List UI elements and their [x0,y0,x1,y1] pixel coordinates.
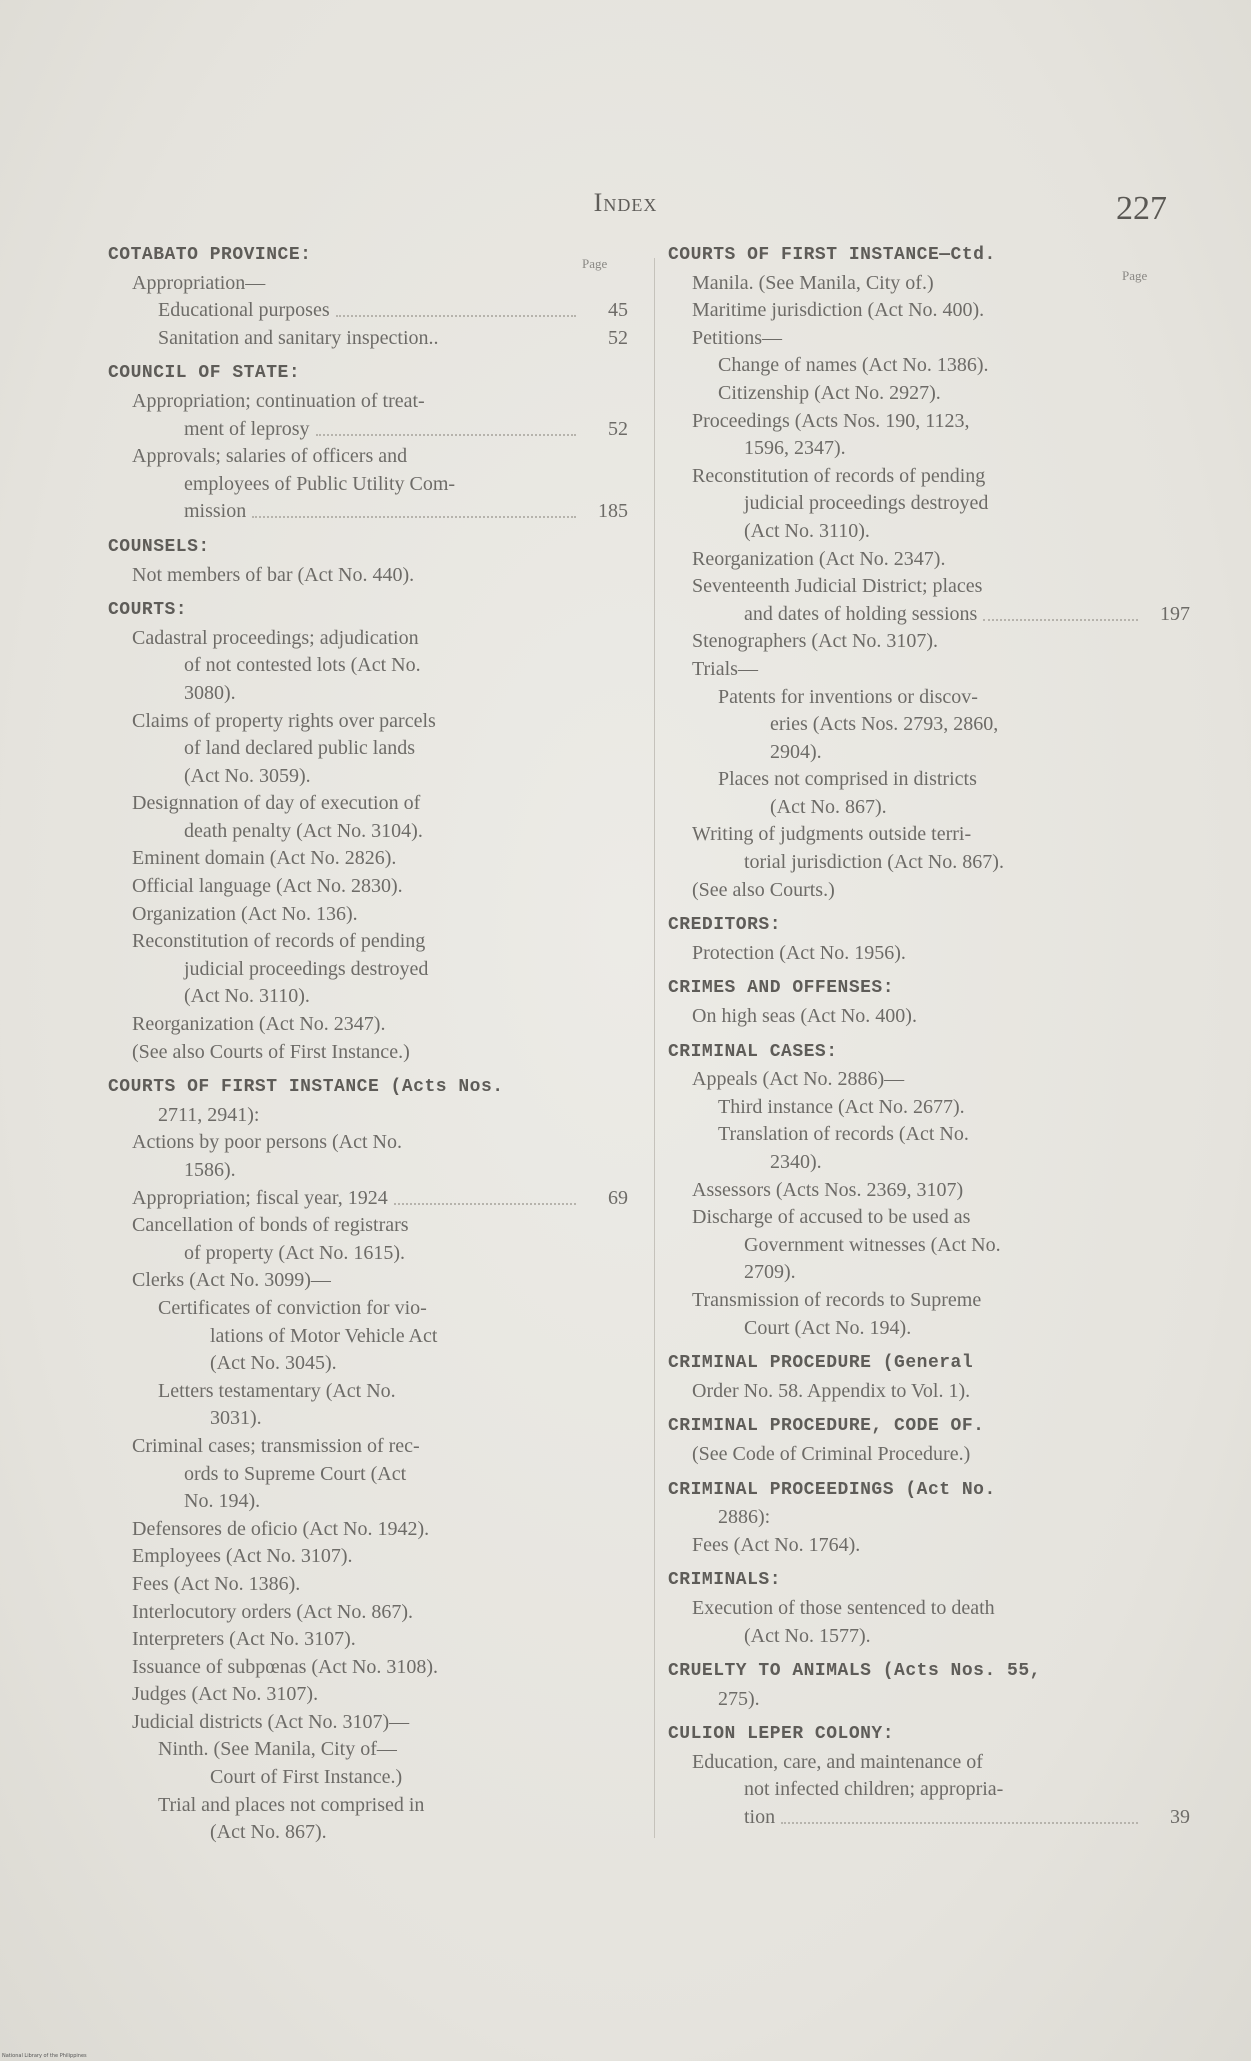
entry-text: CRIMINAL PROCEEDINGS (Act No. [668,1479,996,1500]
index-entry [108,1626,628,1654]
index-entry [668,1504,1190,1532]
index-entry [668,463,1190,491]
index-entry [668,1378,1190,1406]
entry-text: CRIMINAL PROCEDURE, CODE OF. [668,1416,985,1437]
entry-text: 2340). [770,1151,822,1173]
index-entry [108,1267,628,1295]
index-entry [108,956,628,984]
entry-text: COURTS OF FIRST INSTANCE (Acts Nos. [108,1077,504,1098]
index-entry [108,1240,628,1268]
index-entry [108,625,628,653]
entry-text: (Act No. 3110). [744,519,870,542]
entry-text: Government witnesses (Act No. [744,1233,1001,1256]
entry-text: Education, care, and maintenance of [692,1750,983,1773]
running-header: Index [593,188,658,217]
index-entry [108,1488,628,1516]
index-entry [668,1532,1190,1560]
dot-leader [252,498,576,518]
index-entry [668,940,1190,968]
index-entry [668,877,1190,905]
entry-text: lations of Motor Vehicle Act [210,1324,438,1347]
index-entry [108,1654,628,1682]
index-entry [108,1433,628,1461]
index-entry [108,1011,628,1039]
entry-text: 2709). [744,1261,796,1284]
index-entry [668,601,1190,629]
dot-leader [445,325,577,343]
entry-text: of property (Act No. 1615). [184,1241,406,1264]
index-entry [668,1686,1190,1714]
entry-text: Not members of bar (Act No. 440). [132,563,415,586]
entry-text: Transmission of records to Supreme [692,1288,982,1311]
entry-text: Discharge of accused to be used as [692,1206,971,1229]
index-entry [108,901,628,929]
entry-text: CRIMINAL PROCEDURE (General [668,1353,974,1374]
entry-text: torial jurisdiction (Act No. 867). [744,851,1004,874]
entry-text: Appropriation— [132,271,266,294]
entry-text: Interpreters (Act No. 3107). [132,1628,356,1651]
index-entry [668,1121,1190,1149]
left-page-column-label: Page [582,256,608,271]
index-entry [668,1094,1190,1122]
entry-text: COUNCIL OF STATE: [108,363,301,384]
entry-text: CRUELTY TO ANIMALS (Acts Nos. 55, [668,1661,1041,1682]
entry-text: tion [744,1806,776,1829]
index-entry [108,1764,628,1792]
index-entry [668,297,1190,325]
entry-text: (Act No. 3059). [184,764,311,787]
entry-text: Actions by poor persons (Act No. [132,1131,402,1154]
index-entry [108,652,628,680]
entry-text: Organization (Act No. 136). [132,902,358,925]
entry-text: Reorganization (Act No. 2347). [132,1013,386,1036]
entry-text: CRIMINAL CASES: [668,1041,838,1062]
entry-text: Patents for inventions or discov- [718,685,978,708]
entry-text: Employees (Act No. 3107). [132,1545,353,1568]
entry-text: CREDITORS: [668,915,782,936]
entry-text: Judges (Act No. 3107). [132,1683,319,1706]
column-divider [654,258,655,1838]
index-entry [108,1185,628,1213]
index-entry [108,416,628,444]
index-entry [108,1599,628,1627]
index-entry [668,628,1190,656]
entry-text: Manila. (See Manila, City of.) [692,271,934,294]
entry-text: 3031). [210,1407,262,1430]
entry-text: Judicial districts (Act No. 3107)— [132,1710,410,1733]
index-entry [108,708,628,736]
entry-page-number: 69 [608,1186,628,1209]
index-entry [108,1571,628,1599]
index-entry [668,1287,1190,1315]
index-entry [108,1736,628,1764]
entry-text: Order No. 58. Appendix to Vol. 1). [692,1379,971,1402]
entry-text: Clerks (Act No. 3099)— [132,1269,331,1292]
entry-text: Letters testamentary (Act No. [158,1379,396,1402]
entry-text: 2886): [718,1506,771,1529]
entry-text: Appropriation; continuation of treat- [132,389,425,412]
entry-text: Appropriation; fiscal year, 1924 [132,1186,388,1209]
entry-text: Reconstitution of records of pending [132,930,426,953]
dot-leader [336,297,576,317]
index-entry [108,1378,628,1406]
dot-leader [983,601,1138,621]
index-entry [108,1681,628,1709]
index-entry [108,1819,628,1847]
index-entry [668,739,1190,767]
index-entry [108,297,628,325]
entry-text: Protection (Act No. 1956). [692,941,906,964]
index-entry [668,794,1190,822]
index-entry [668,711,1190,739]
index-entry [108,325,628,353]
index-entry [668,849,1190,877]
index-entry [108,471,628,499]
index-entry [668,490,1190,518]
index-entry [668,1315,1190,1343]
dot-leader [316,416,576,436]
index-heading [668,912,1190,940]
index-entry [668,1623,1190,1651]
index-entry [108,1323,628,1351]
archive-footer: National Library of the Philippines [2,2053,87,2059]
entry-text: not infected children; appropria- [744,1778,1004,1801]
index-heading [668,1350,1190,1378]
index-entry [668,380,1190,408]
entry-text: Proceedings (Acts Nos. 190, 1123, [692,409,970,432]
entry-text: No. 194). [184,1490,261,1513]
index-entry [668,573,1190,601]
index-entry [108,498,628,526]
entry-page-number: 197 [1160,602,1190,625]
index-heading [108,597,628,625]
index-entry [108,1516,628,1544]
entry-text: 3080). [184,681,236,704]
entry-text: Educational purposes [158,299,330,322]
index-entry [668,1259,1190,1287]
entry-text: Court of First Instance.) [210,1766,403,1789]
index-heading [668,242,1190,270]
index-heading [668,1567,1190,1595]
index-heading [108,360,628,388]
index-heading [668,1413,1190,1441]
index-entry [108,845,628,873]
index-entry [668,546,1190,574]
entry-text: Interlocutory orders (Act No. 867). [132,1600,414,1623]
entry-text: 2904). [770,740,822,763]
entry-page-number: 52 [608,417,628,440]
index-entry [108,1129,628,1157]
entry-text: Reconstitution of records of pending [692,464,986,487]
entry-text: Cadastral proceedings; adjudication [132,626,419,649]
entry-page-number: 52 [608,326,628,349]
entry-text: (Act No. 867). [770,795,887,818]
index-entry [668,1204,1190,1232]
entry-text: (Act No. 3110). [184,985,310,1008]
entry-text: Ninth. (See Manila, City of— [158,1738,397,1761]
index-entry [668,408,1190,436]
entry-text: (See also Courts of First Instance.) [132,1040,410,1063]
index-entry [668,1066,1190,1094]
index-entry [668,1776,1190,1804]
index-heading [108,534,628,562]
index-entry [108,1295,628,1323]
index-entry [108,562,628,590]
index-entry [668,1804,1190,1832]
entry-text: Eminent domain (Act No. 2826). [132,847,397,870]
entry-text: Petitions— [692,326,783,349]
index-entry [668,821,1190,849]
entry-text: ords to Supreme Court (Act [184,1462,407,1485]
entry-text: Fees (Act No. 1386). [132,1572,301,1595]
entry-text: Execution of those sentenced to death [692,1596,995,1619]
page-number: 227 [1116,190,1167,227]
entry-text: On high seas (Act No. 400). [692,1005,917,1028]
index-entry [108,680,628,708]
entry-text: Places not comprised in districts [718,768,977,791]
index-heading [668,1658,1190,1686]
entry-text: Designnation of day of execution of [132,792,421,815]
entry-text: mission [184,500,247,523]
entry-text: CRIMINALS: [668,1570,782,1591]
index-entry [668,1177,1190,1205]
index-entry [108,763,628,791]
entry-text: 2711, 2941): [158,1103,260,1126]
index-entry [108,1212,628,1240]
index-heading [668,1477,1190,1505]
index-entry [668,518,1190,546]
index-entry [108,1350,628,1378]
entry-text: Stenographers (Act No. 3107). [692,630,939,653]
entry-text: (See Code of Criminal Procedure.) [692,1442,971,1465]
index-heading [108,242,628,270]
entry-text: COTABATO PROVINCE: [108,245,312,265]
entry-text: death penalty (Act No. 3104). [184,819,423,842]
entry-text: COUNSELS: [108,536,210,557]
entry-text: Citizenship (Act No. 2927). [718,381,941,404]
index-entry [108,1405,628,1433]
index-entry [668,325,1190,353]
entry-page-number: 39 [1170,1806,1190,1829]
entry-text: COURTS OF FIRST INSTANCE—Ctd. [668,245,996,265]
entry-text: Court (Act No. 194). [744,1316,912,1339]
index-entry [108,1709,628,1737]
index-entry [108,1461,628,1489]
entry-text: Approvals; salaries of officers and [132,445,408,468]
entry-text: Sanitation and sanitary inspection.. [158,326,439,349]
entry-text: Issuance of subpœnas (Act No. 3108). [132,1655,439,1678]
entry-text: of not contested lots (Act No. [184,654,421,677]
entry-text: 275). [718,1687,760,1710]
entry-text: Assessors (Acts Nos. 2369, 3107) [692,1178,964,1201]
entry-text: Reorganization (Act No. 2347). [692,547,946,570]
entry-text: Defensores de oficio (Act No. 1942). [132,1517,430,1540]
right-page-column-label: Page [1122,268,1148,283]
dot-leader [394,1185,576,1205]
entry-text: ment of leprosy [184,417,310,440]
entry-text: Trial and places not comprised in [158,1793,425,1816]
entry-text: Maritime jurisdiction (Act No. 400). [692,299,985,322]
entry-text: COURTS: [108,600,188,621]
entry-page-number: 45 [608,299,628,322]
entry-text: 1596, 2347). [744,437,846,460]
entry-text: Writing of judgments outside terri- [692,823,972,846]
index-entry [108,1102,628,1130]
entry-text: and dates of holding sessions [744,602,978,625]
index-entry [668,766,1190,794]
entry-text: eries (Acts Nos. 2793, 2860, [770,713,999,736]
index-entry [108,443,628,471]
entry-text: (See also Courts.) [692,878,835,901]
entry-text: Seventeenth Judicial District; places [692,575,983,598]
entry-text: Fees (Act No. 1764). [692,1533,861,1556]
index-entry [108,928,628,956]
entry-text: Appeals (Act No. 2886)— [692,1068,905,1091]
entry-text: 1586). [184,1159,236,1181]
entry-text: Translation of records (Act No. [718,1123,969,1146]
entry-text: (Act No. 867). [210,1821,327,1844]
entry-text: CULION LEPER COLONY: [668,1724,895,1745]
entry-text: CRIMES AND OFFENSES: [668,978,895,999]
index-entry [108,1157,628,1185]
index-heading [668,1039,1190,1067]
entry-text: (Act No. 1577). [744,1624,871,1647]
entry-page-number: 185 [598,500,628,523]
index-entry [108,388,628,416]
index-entry [108,1543,628,1571]
index-heading [668,1721,1190,1749]
index-entry [668,1003,1190,1031]
index-entry [668,1149,1190,1177]
index-entry [108,735,628,763]
entry-text: Cancellation of bonds of registrars [132,1214,409,1237]
entry-text: Criminal cases; transmission of rec- [132,1434,420,1457]
entry-text: Claims of property rights over parcels [132,709,436,732]
index-entry [668,1441,1190,1469]
index-entry [108,1039,628,1067]
dot-leader [781,1804,1138,1824]
entry-text: Certificates of conviction for vio- [158,1296,427,1319]
index-entry [108,1792,628,1820]
index-heading [108,1074,628,1102]
entry-text: Trials— [692,657,758,680]
index-entry [668,352,1190,380]
index-entry [108,983,628,1011]
entry-text: Change of names (Act No. 1386). [718,354,989,377]
index-entry [668,684,1190,712]
entry-text: judicial proceedings destroyed [744,492,989,515]
entry-text: Official language (Act No. 2830). [132,875,403,898]
entry-text: (Act No. 3045). [210,1352,337,1375]
entry-text: employees of Public Utility Com- [184,472,456,495]
entry-text: of land declared public lands [184,737,416,760]
index-column-left [108,242,628,1847]
index-entry [668,1232,1190,1260]
index-entry [108,873,628,901]
index-entry [668,435,1190,463]
index-entry [108,790,628,818]
index-entry [668,1595,1190,1623]
index-entry [668,1749,1190,1777]
index-entry [108,270,628,298]
index-entry [668,270,1190,298]
index-column-right [668,242,1190,1832]
entry-text: Third instance (Act No. 2677). [718,1095,965,1118]
entry-text: judicial proceedings destroyed [184,957,429,980]
index-heading [668,975,1190,1003]
index-entry [108,818,628,846]
index-entry [668,656,1190,684]
